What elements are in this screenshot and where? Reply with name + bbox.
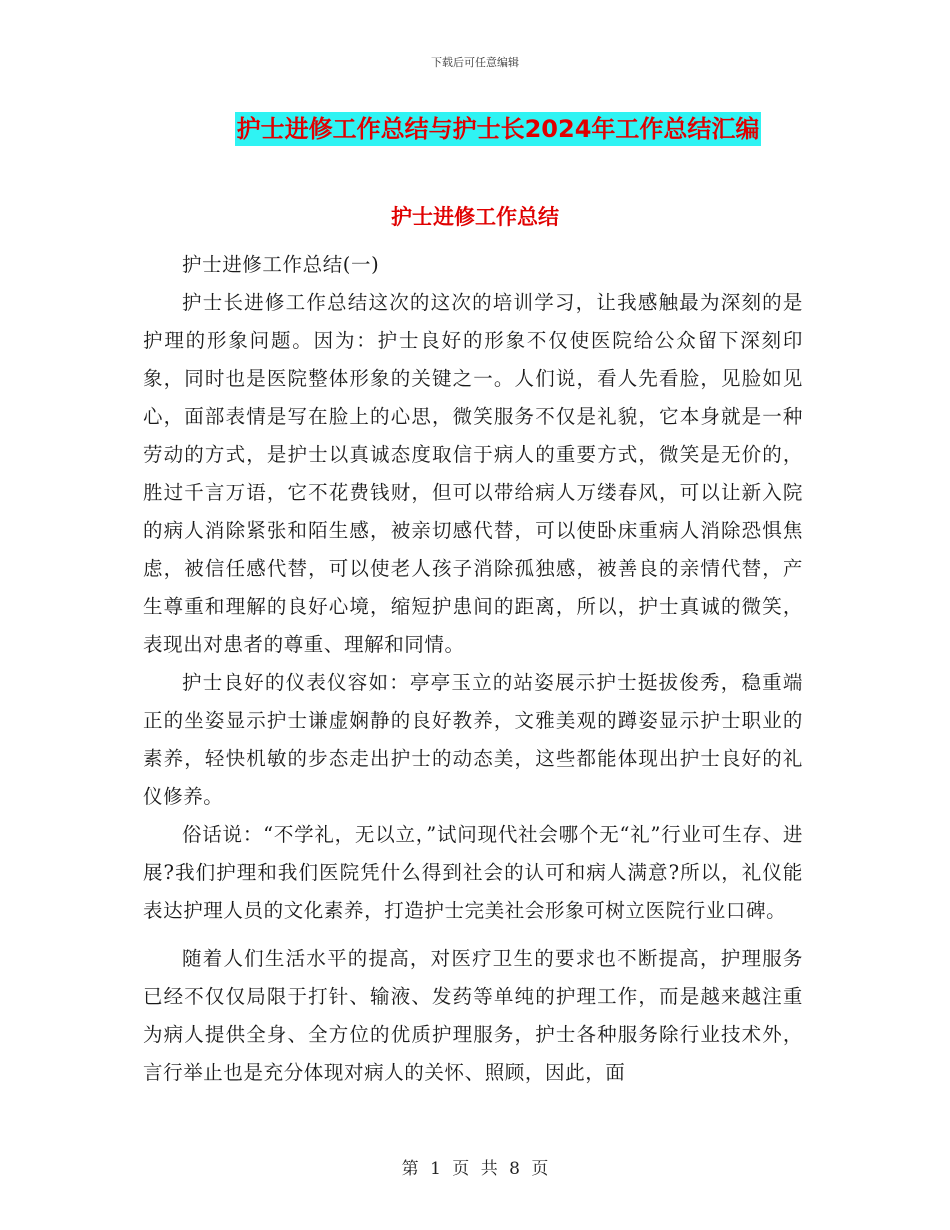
document-title-container <box>0 112 950 146</box>
document-title: 护士进修工作总结与护士长2024年工作总结汇编 <box>235 112 762 146</box>
page-number: 第 1 页 共 8 页 <box>401 1159 549 1179</box>
subheading: 护士进修工作总结(一) <box>182 253 380 276</box>
paragraph: 护士长进修工作总结这次的这次的培训学习，让我感触最为深刻的是护理的形象问题。因为：护士良好的形象不仅使医院给公众留下深刻印象，同时也是医院整体形象的关键之一。人们说，看人先看脸，见脸如见心，面部表情是写在脸上的心思，微笑服务不仅是礼貌，它本身就是一种劳动的方式，是护士以真诚态度取信于病人的重要方式，微笑是无价的，胜过千言万语，它不花费钱财，但可以带给病人万缕春风，可以让新入院的病人消除紧张和陌生感，被亲切感代替，可以使卧床重病人消除恐惧焦虑，被信任感代替，可以使老人孩子消除孤独感，被善良的亲情代替，产生尊重和理解的良好心境，缩短护患间的距离，所以，护士真诚的微笑，表现出对患者的尊重、理解和同情。 <box>143 291 803 656</box>
paragraph: 俗话说：“不学礼，无以立，”试问现代社会哪个无“礼”行业可生存、进展?我们护理和我们医院凭什么得到社会的认可和病人满意?所以，礼仪能表达护理人员的文化素养，打造护士完美社会形象可树立医院行业口碑。 <box>143 823 803 922</box>
section-title: 护士进修工作总结 <box>391 205 559 229</box>
paragraph: 护士良好的仪表仪容如：亭亭玉立的站姿展示护士挺拔俊秀，稳重端正的坐姿显示护士谦虚娴静的良好教养，文雅美观的蹲姿显示护士职业的素养，轻快机敏的步态走出护士的动态美，这些都能体现出护士良好的礼仪修养。 <box>143 671 803 808</box>
document-body <box>143 246 803 1092</box>
header-note: 下载后可任意编辑 <box>431 56 519 69</box>
paragraph: 随着人们生活水平的提高，对医疗卫生的要求也不断提高，护理服务已经不仅仅局限于打针、输液、发药等单纯的护理工作，而是越来越注重为病人提供全身、全方位的优质护理服务，护士各种服务除行业技术外，言行举止也是充分体现对病人的关怀、照顾，因此，面 <box>143 947 803 1084</box>
